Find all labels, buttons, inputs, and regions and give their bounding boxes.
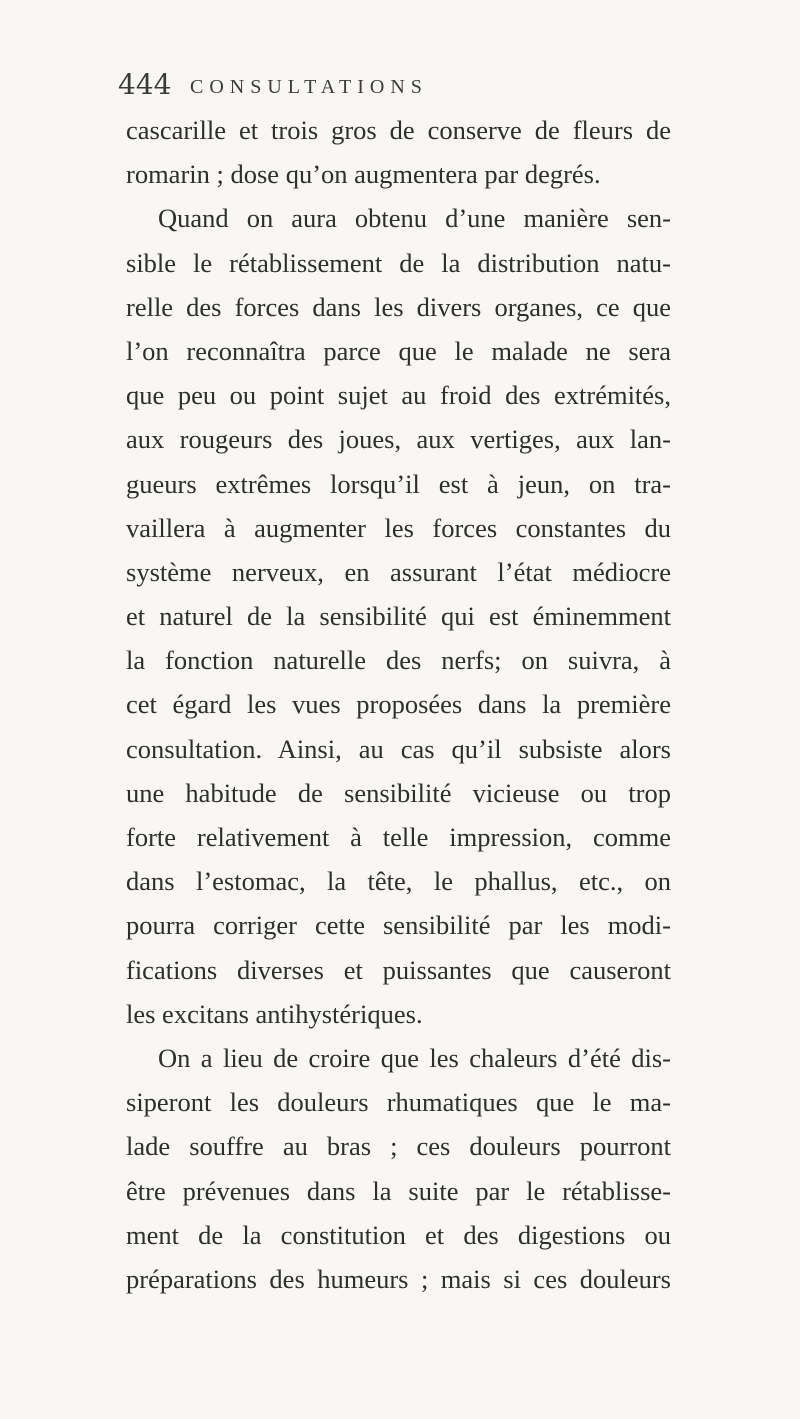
text-line: forte relativement à telle impression, comme	[126, 822, 671, 852]
text-line: romarin ; dose qu’on augmentera par degrés.	[126, 159, 601, 190]
text-line: les excitans antihystériques.	[126, 998, 423, 1029]
text-line: vaillera à augmenter les forces constantes du	[126, 512, 671, 543]
text-line: la fonction naturelle des nerfs; on suivra, à	[126, 645, 671, 676]
text-line: l’on reconnaîtra parce que le malade ne sera	[126, 335, 671, 366]
text-line: cet égard les vues proposées dans la première	[126, 689, 671, 720]
text-line: préparations des humeurs ; mais si ces douleurs	[126, 1263, 671, 1294]
running-title: CONSULTATIONS	[190, 76, 428, 98]
text-line: siperont les douleurs rhumatiques que le ma-	[126, 1087, 671, 1118]
text-line: gueurs extrêmes lorsqu’il est à jeun, on tra-	[126, 468, 671, 499]
body-text	[126, 108, 671, 1301]
text-line: fications diverses et puissantes que causeront	[126, 954, 671, 985]
text-line: consultation. Ainsi, au cas qu’il subsiste alors	[126, 733, 671, 764]
text-line: relle des forces dans les divers organes, ce que	[126, 291, 671, 322]
text-line: système nerveux, en assurant l’état médiocre	[126, 556, 671, 587]
text-line: pourra corriger cette sensibilité par les modi-	[126, 910, 671, 941]
text-line: et naturel de la sensibilité qui est éminemment	[126, 601, 671, 632]
text-line: que peu ou point sujet au froid des extrémités,	[126, 380, 671, 411]
text-line: lade souffre au bras ; ces douleurs pourront	[126, 1131, 671, 1162]
text-line: On a lieu de croire que les chaleurs d’été dis-	[158, 1042, 671, 1073]
text-line: aux rougeurs des joues, aux vertiges, aux lan-	[126, 424, 671, 455]
text-line: dans l’estomac, la tête, le phallus, etc., on	[126, 866, 671, 897]
text-line: cascarille et trois gros de conserve de fleurs de	[126, 115, 671, 145]
text-line: une habitude de sensibilité vicieuse ou trop	[126, 777, 671, 808]
text-line: ment de la constitution et des digestions ou	[126, 1219, 671, 1250]
page-number: 444	[118, 68, 172, 101]
page-header	[118, 68, 678, 108]
text-line: être prévenues dans la suite par le rétablisse-	[126, 1175, 671, 1206]
text-line: Quand on aura obtenu d’une manière sen-	[158, 203, 671, 234]
text-line: sible le rétablissement de la distribution natu-	[126, 247, 671, 278]
